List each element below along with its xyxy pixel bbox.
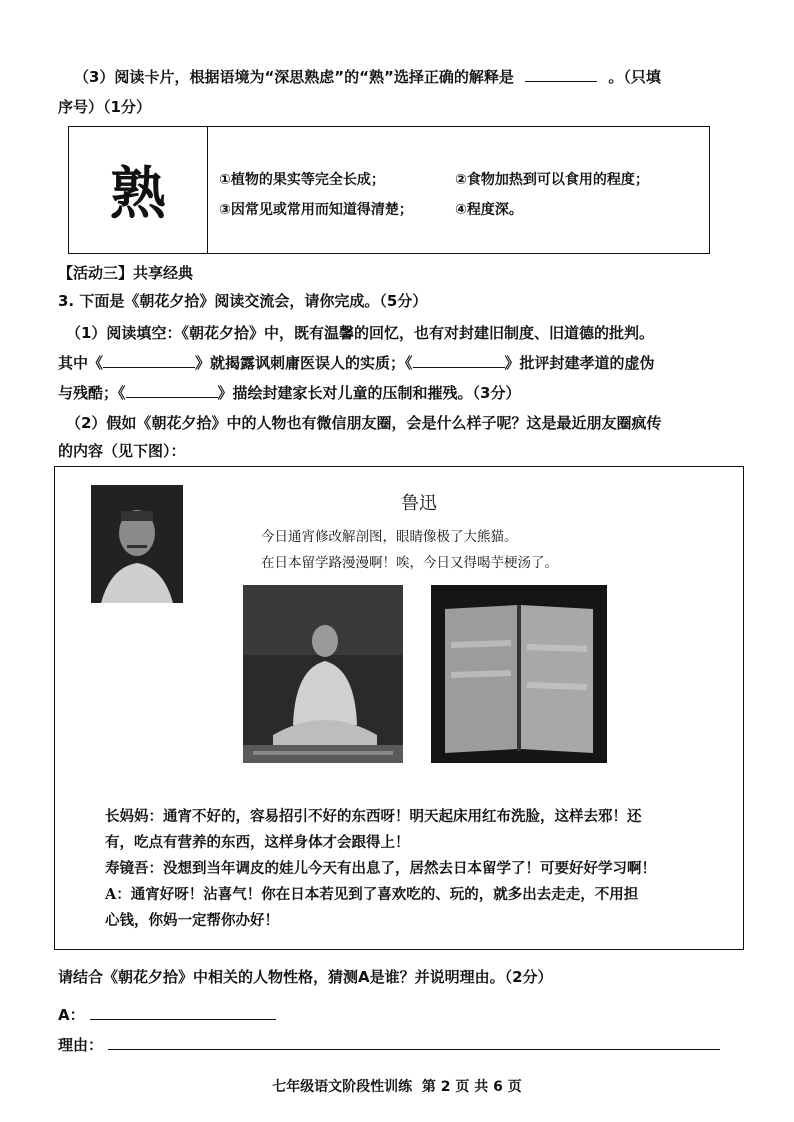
guess-question: 请结合《朝花夕拾》中相关的人物性格，猜测A是谁？并说明理由。（2分） <box>58 968 553 986</box>
answer-blank-q3[interactable] <box>525 67 597 82</box>
answer-a-field[interactable] <box>90 1005 276 1020</box>
avatar-portrait-image <box>91 485 183 603</box>
definition-2: ②食物加热到可以食用的程度； <box>455 172 649 188</box>
p2-line1: （2）假如《朝花夕拾》中的人物也有微信朋友圈，会是什么样子呢？这是最近朋友圈疯传 <box>66 414 662 432</box>
reading-card <box>68 126 710 254</box>
post-text-line1: 今日通宵修改解剖图，眼睛像极了大熊猫。 <box>261 529 518 545</box>
p2-line2: 的内容（见下图）： <box>58 442 186 460</box>
page-footer: 七年级语文阶段性训练 第 2 页 共 6 页 <box>272 1079 522 1095</box>
q3-line1: （3）阅读卡片，根据语境为“深思熟虑”的“熟”选择正确的解释是 。（只填 <box>74 68 661 86</box>
comment-chang-mama-line2: 有，吃点有营养的东西，这样身体才会跟得上！ <box>105 834 410 851</box>
comment-a-line1: A：通宵好呀！沾喜气！你在日本若见到了喜欢吃的、玩的，就多出去走走，不用担 <box>105 886 639 903</box>
activity-intro: 3. 下面是《朝花夕拾》阅读交流会，请你完成。（5分） <box>58 292 428 310</box>
card-character: 熟 <box>69 127 208 253</box>
answer-reason-field[interactable] <box>108 1035 720 1050</box>
answer-blank-1[interactable] <box>103 353 195 368</box>
comment-shou-jingwu: 寿镜吾：没想到当年调皮的娃儿今天有出息了，居然去日本留学了！可要好好学习啊！ <box>105 860 656 877</box>
activity-title: 【活动三】共享经典 <box>58 264 194 282</box>
answer-a-row: A： <box>58 1004 276 1025</box>
q3-line2: 序号）（1分） <box>58 98 151 116</box>
definition-1: ①植物的果实等完全长成； <box>219 172 385 188</box>
poster-name: 鲁迅 <box>401 493 437 514</box>
seated-man-image <box>243 585 403 763</box>
comment-chang-mama-line1: 长妈妈：通宵不好的，容易招引不好的东西呀！明天起床用红布洗脸，这样去邪！还 <box>105 808 642 825</box>
definition-3: ③因常见或常用而知道得清楚； <box>219 202 413 218</box>
wechat-moments-box <box>54 466 744 950</box>
post-photo-notebook[interactable] <box>431 585 607 763</box>
p1-line2: 其中《 》就揭露讽刺庸医误人的实质；《 》批评封建孝道的虚伪 <box>58 354 655 372</box>
notebook-image <box>431 585 607 763</box>
post-text-line2: 在日本留学路漫漫啊！唉，今日又得喝芋梗汤了。 <box>261 555 558 571</box>
definition-4: ④程度深。 <box>455 202 523 218</box>
answer-blank-3[interactable] <box>126 383 218 398</box>
post-photo-portrait[interactable] <box>243 585 403 763</box>
p1-line3: 与残酷；《 》描绘封建家长对儿童的压制和摧残。（3分） <box>58 384 521 402</box>
answer-blank-2[interactable] <box>413 353 505 368</box>
answer-reason-row: 理由： <box>58 1034 720 1055</box>
avatar <box>91 485 183 603</box>
comment-a-line2: 心钱，你妈一定帮你办好！ <box>105 912 279 929</box>
p1-line1: （1）阅读填空：《朝花夕拾》中，既有温馨的回忆，也有对封建旧制度、旧道德的批判。 <box>66 324 654 342</box>
